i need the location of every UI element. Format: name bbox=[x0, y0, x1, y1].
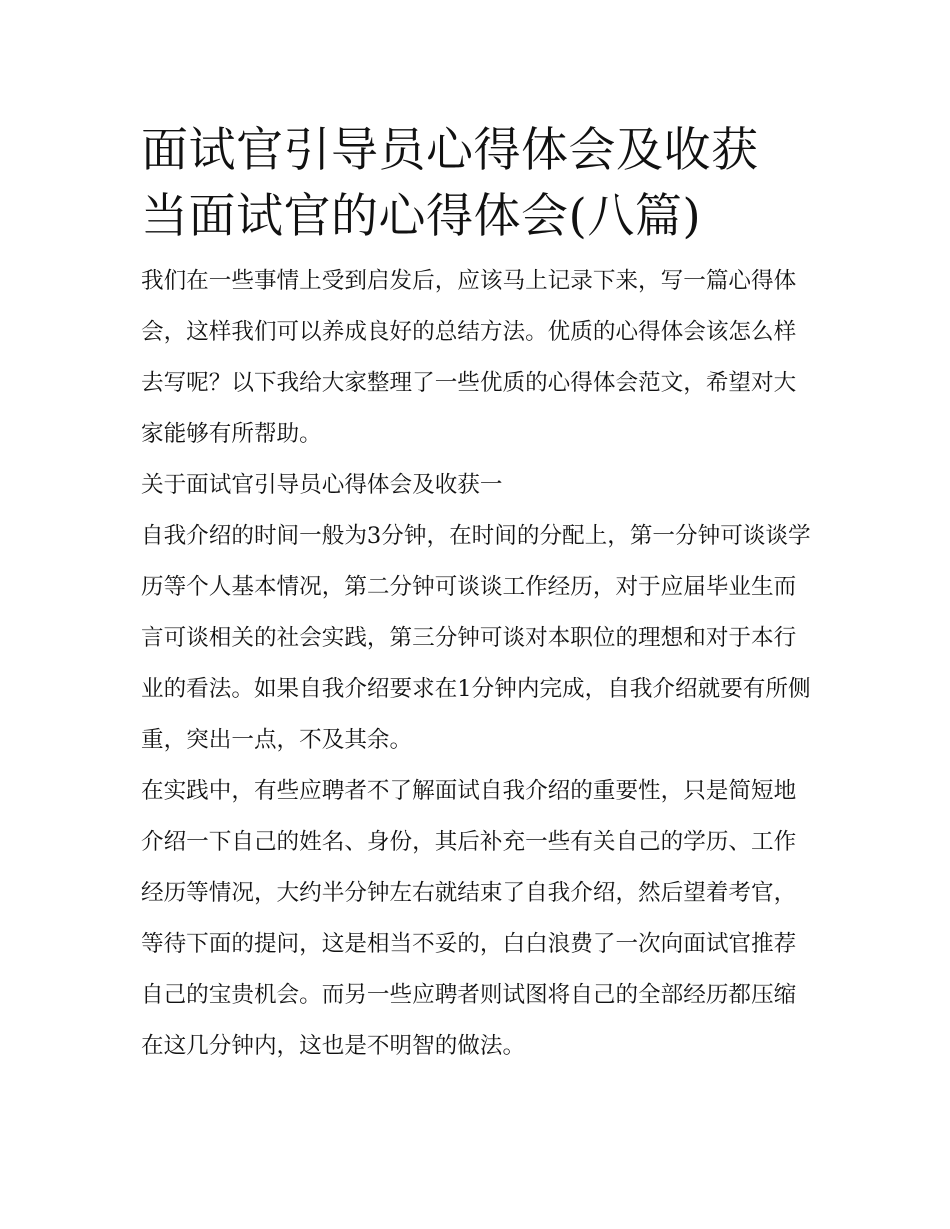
body-paragraph-1: 自我介绍的时间一般为3分钟，在时间的分配上，第一分钟可谈谈学历等个人基本情况，第二分钟可谈谈工作经历，对于应届毕业生而言可谈相关的社会实践，第三分钟可谈对本职位的理想和对于本行业的看法。如果自我介绍要求在1分钟内完成，自我介绍就要有所侧重，突出一点，不及其余。 bbox=[141, 523, 811, 753]
document-title-line-1: 面试官引导员心得体会及收获 bbox=[141, 123, 759, 178]
section-heading: 关于面试官引导员心得体会及收获一 bbox=[141, 472, 503, 498]
document-body bbox=[141, 118, 816, 1072]
body-paragraph-2: 在实践中，有些应聘者不了解面试自我介绍的重要性，只是简短地介绍一下自己的姓名、身份，其后补充一些有关自己的学历、工作经历等情况，大约半分钟左右就结束了自我介绍，然后望着考官，等待下面的提问，这是相当不妥的，白白浪费了一次向面试官推荐自己的宝贵机会。而另一些应聘者则试图将自己的全部经历都压缩在这几分钟内，这也是不明智的做法。 bbox=[141, 778, 797, 1059]
document-title-line-2: 当面试官的心得体会(八篇) bbox=[141, 189, 702, 244]
intro-paragraph: 我们在一些事情上受到启发后，应该马上记录下来，写一篇心得体会，这样我们可以养成良好的总结方法。优质的心得体会该怎么样去写呢？以下我给大家整理了一些优质的心得体会范文，希望对大家能够有所帮助。 bbox=[141, 268, 797, 447]
